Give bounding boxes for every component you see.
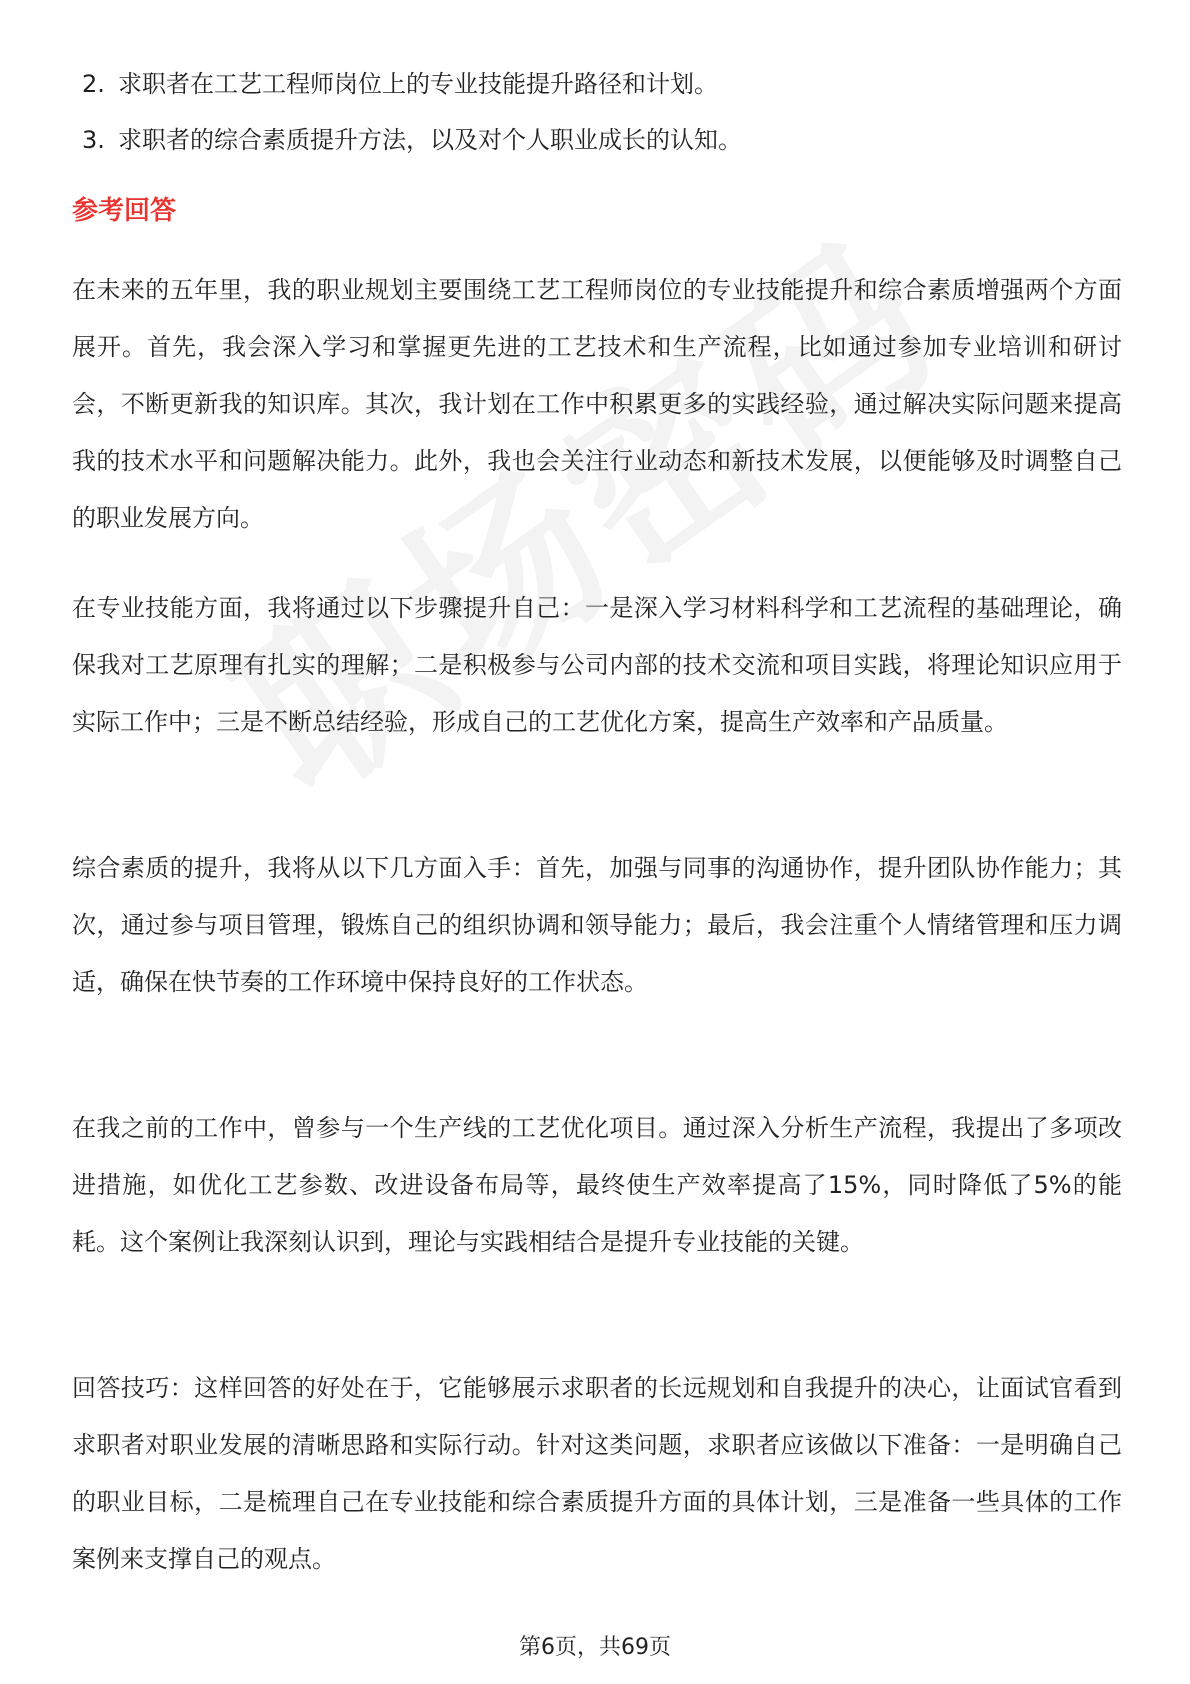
paragraph-1: 在未来的五年里，我的职业规划主要围绕工艺工程师岗位的专业技能提升和综合素质增强两个方面展开。首先，我会深入学习和掌握更先进的工艺技术和生产流程，比如通过参加专业培训和研讨会，不断更新我的知识库。其次，我计划在工作中积累更多的实践经验，通过解决实际问题来提高我的技术水平和问题解决能力。此外，我也会关注行业动态和新技术发展，以便能够及时调整自己的职业发展方向。 [72,276,1122,532]
paragraph-4: 在我之前的工作中，曾参与一个生产线的工艺优化项目。通过深入分析生产流程，我提出了多项改进措施，如优化工艺参数、改进设备布局等，最终使生产效率提高了15%，同时降低了5%的能耗。这个案例让我深刻认识到，理论与实践相结合是提升专业技能的关键。 [72,1114,1122,1256]
numbered-list [82,56,1122,168]
paragraph-2: 在专业技能方面，我将通过以下步骤提升自己：一是深入学习材料科学和工艺流程的基础理论，确保我对工艺原理有扎实的理解；二是积极参与公司内部的技术交流和项目实践，将理论知识应用于实际工作中；三是不断总结经验，形成自己的工艺优化方案，提高生产效率和产品质量。 [72,594,1122,736]
list-item-text: 求职者的综合素质提升方法，以及对个人职业成长的认知。 [118,126,742,154]
paragraph-3: 综合素质的提升，我将从以下几方面入手：首先，加强与同事的沟通协作，提升团队协作能力；其次，通过参与项目管理，锻炼自己的组织协调和领导能力；最后，我会注重个人情绪管理和压力调适，确保在快节奏的工作环境中保持良好的工作状态。 [72,854,1122,996]
list-item-number: 2. [82,70,105,98]
list-item-number: 3. [82,126,105,154]
section-title: 参考回答 [72,196,177,226]
list-item [82,112,1122,168]
page-footer: 第6页，共69页 [519,1635,671,1660]
list-item-text: 求职者在工艺工程师岗位上的专业技能提升路径和计划。 [118,70,718,98]
paragraph-answer-tips: 回答技巧：这样回答的好处在于，它能够展示求职者的长远规划和自我提升的决心，让面试官看到求职者对职业发展的清晰思路和实际行动。针对这类问题，求职者应该做以下准备：一是明确自己的职业目标，二是梳理自己在专业技能和综合素质提升方面的具体计划，三是准备一些具体的工作案例来支撑自己的观点。 [72,1374,1122,1573]
list-item [82,56,1122,112]
